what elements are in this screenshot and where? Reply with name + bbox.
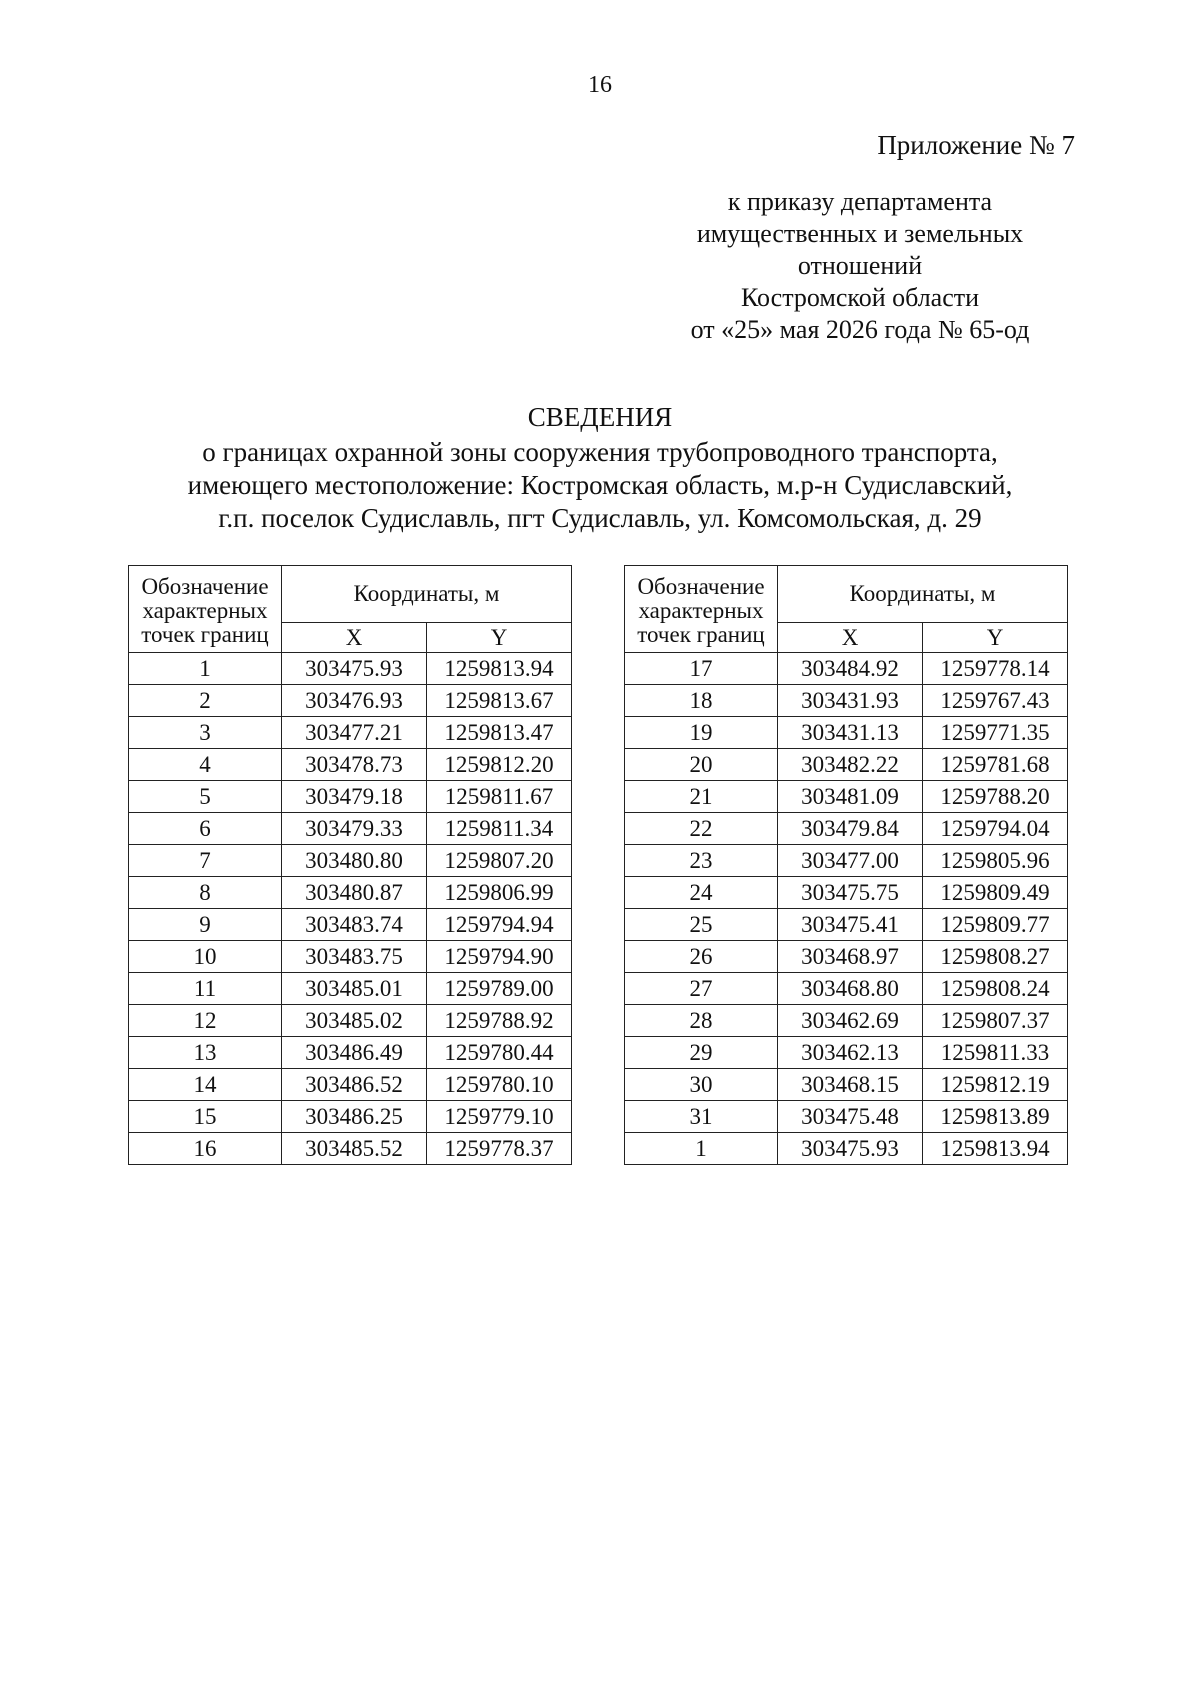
- coord-y: 1259788.92: [427, 1005, 572, 1037]
- coord-y: 1259780.10: [427, 1069, 572, 1101]
- subtitle-line: о границах охранной зоны сооружения трубопроводного транспорта,: [202, 437, 998, 467]
- table-row: [625, 877, 1068, 909]
- appendix-line: имущественных и земельных: [696, 219, 1024, 248]
- table-row: [129, 941, 572, 973]
- point-number: 11: [129, 973, 282, 1005]
- table-row: [625, 1101, 1068, 1133]
- coord-y: 1259781.68: [923, 749, 1068, 781]
- coord-y: 1259811.33: [923, 1037, 1068, 1069]
- coord-y: 1259805.96: [923, 845, 1068, 877]
- coord-y: 1259807.20: [427, 845, 572, 877]
- table-row: [625, 909, 1068, 941]
- appendix-line: к приказу департамента: [727, 187, 993, 216]
- coord-y: 1259779.10: [427, 1101, 572, 1133]
- page-number: 16: [588, 72, 612, 98]
- appendix-reference: [610, 186, 1110, 346]
- coordinates-header: Координаты, м: [778, 566, 1068, 623]
- table-row: [625, 845, 1068, 877]
- coord-x: 303482.22: [778, 749, 923, 781]
- coord-y: 1259812.20: [427, 749, 572, 781]
- point-number: 26: [625, 941, 778, 973]
- coordinates-table-left: [128, 565, 572, 1165]
- point-number: 29: [625, 1037, 778, 1069]
- coord-y: 1259813.89: [923, 1101, 1068, 1133]
- table-row: [129, 749, 572, 781]
- coord-y: 1259811.34: [427, 813, 572, 845]
- coord-y: 1259813.67: [427, 685, 572, 717]
- coord-x: 303468.15: [778, 1069, 923, 1101]
- point-number: 23: [625, 845, 778, 877]
- y-header: Y: [923, 623, 1068, 653]
- point-number: 6: [129, 813, 282, 845]
- coord-y: 1259794.90: [427, 941, 572, 973]
- table-row: [625, 1133, 1068, 1165]
- subtitle-line: имеющего местоположение: Костромская область, м.р-н Судиславский,: [187, 470, 1013, 500]
- table-body-left: [129, 653, 572, 1165]
- coord-y: 1259813.94: [923, 1133, 1068, 1165]
- coord-x: 303477.21: [282, 717, 427, 749]
- point-number: 24: [625, 877, 778, 909]
- designation-header: Обозначение характерных точек границ: [129, 566, 282, 653]
- coord-y: 1259788.20: [923, 781, 1068, 813]
- point-number: 21: [625, 781, 778, 813]
- coord-x: 303479.84: [778, 813, 923, 845]
- point-number: 19: [625, 717, 778, 749]
- coord-x: 303483.74: [282, 909, 427, 941]
- coordinates-header: Координаты, м: [282, 566, 572, 623]
- coord-y: 1259813.47: [427, 717, 572, 749]
- point-number: 12: [129, 1005, 282, 1037]
- table-row: [625, 813, 1068, 845]
- coord-y: 1259813.94: [427, 653, 572, 685]
- point-number: 4: [129, 749, 282, 781]
- point-number: 18: [625, 685, 778, 717]
- table-row: [625, 749, 1068, 781]
- coord-x: 303431.13: [778, 717, 923, 749]
- table-row: [129, 909, 572, 941]
- table-row: [129, 781, 572, 813]
- coord-x: 303468.80: [778, 973, 923, 1005]
- coord-y: 1259811.67: [427, 781, 572, 813]
- table-row: [625, 781, 1068, 813]
- coord-y: 1259780.44: [427, 1037, 572, 1069]
- coord-y: 1259767.43: [923, 685, 1068, 717]
- coord-x: 303475.75: [778, 877, 923, 909]
- coord-x: 303476.93: [282, 685, 427, 717]
- coord-x: 303477.00: [778, 845, 923, 877]
- coord-x: 303479.18: [282, 781, 427, 813]
- point-number: 16: [129, 1133, 282, 1165]
- x-header: X: [282, 623, 427, 653]
- point-number: 8: [129, 877, 282, 909]
- coord-x: 303486.49: [282, 1037, 427, 1069]
- coord-x: 303462.69: [778, 1005, 923, 1037]
- coord-y: 1259809.77: [923, 909, 1068, 941]
- table-row: [625, 1069, 1068, 1101]
- coord-y: 1259812.19: [923, 1069, 1068, 1101]
- point-number: 30: [625, 1069, 778, 1101]
- appendix-number: Приложение № 7: [877, 130, 1075, 160]
- coord-y: 1259778.37: [427, 1133, 572, 1165]
- coord-x: 303484.92: [778, 653, 923, 685]
- coordinates-table-right: [624, 565, 1068, 1165]
- table-row: [129, 653, 572, 685]
- table-row: [625, 653, 1068, 685]
- point-number: 9: [129, 909, 282, 941]
- point-number: 1: [625, 1133, 778, 1165]
- coord-x: 303480.80: [282, 845, 427, 877]
- coord-x: 303475.93: [282, 653, 427, 685]
- coord-x: 303485.02: [282, 1005, 427, 1037]
- appendix-line: Костромской области: [740, 283, 980, 312]
- point-number: 25: [625, 909, 778, 941]
- point-number: 31: [625, 1101, 778, 1133]
- coord-y: 1259794.94: [427, 909, 572, 941]
- coord-x: 303481.09: [778, 781, 923, 813]
- coord-y: 1259808.27: [923, 941, 1068, 973]
- designation-header: Обозначение характерных точек границ: [625, 566, 778, 653]
- coord-y: 1259808.24: [923, 973, 1068, 1005]
- point-number: 13: [129, 1037, 282, 1069]
- appendix-line: от «25» мая 2026 года № 65-од: [690, 315, 1030, 344]
- coord-y: 1259806.99: [427, 877, 572, 909]
- document-subtitle: [100, 436, 1100, 535]
- y-header: Y: [427, 623, 572, 653]
- x-header: X: [778, 623, 923, 653]
- table-row: [129, 1133, 572, 1165]
- coord-x: 303462.13: [778, 1037, 923, 1069]
- table-row: [129, 1037, 572, 1069]
- table-row: [625, 1037, 1068, 1069]
- table-row: [129, 1101, 572, 1133]
- point-number: 3: [129, 717, 282, 749]
- point-number: 2: [129, 685, 282, 717]
- table-row: [625, 717, 1068, 749]
- table-row: [129, 1005, 572, 1037]
- coord-x: 303485.52: [282, 1133, 427, 1165]
- coord-x: 303475.93: [778, 1133, 923, 1165]
- coord-y: 1259809.49: [923, 877, 1068, 909]
- table-row: [625, 941, 1068, 973]
- coord-x: 303485.01: [282, 973, 427, 1005]
- point-number: 5: [129, 781, 282, 813]
- point-number: 17: [625, 653, 778, 685]
- point-number: 22: [625, 813, 778, 845]
- coord-x: 303480.87: [282, 877, 427, 909]
- coord-x: 303486.25: [282, 1101, 427, 1133]
- coord-x: 303468.97: [778, 941, 923, 973]
- coord-y: 1259807.37: [923, 1005, 1068, 1037]
- point-number: 7: [129, 845, 282, 877]
- table-row: [625, 685, 1068, 717]
- point-number: 27: [625, 973, 778, 1005]
- table-body-right: [625, 653, 1068, 1165]
- coord-x: 303431.93: [778, 685, 923, 717]
- coord-y: 1259771.35: [923, 717, 1068, 749]
- coord-x: 303475.48: [778, 1101, 923, 1133]
- coord-y: 1259778.14: [923, 653, 1068, 685]
- coord-x: 303479.33: [282, 813, 427, 845]
- table-row: [129, 717, 572, 749]
- coord-y: 1259794.04: [923, 813, 1068, 845]
- point-number: 20: [625, 749, 778, 781]
- point-number: 28: [625, 1005, 778, 1037]
- coord-x: 303483.75: [282, 941, 427, 973]
- point-number: 10: [129, 941, 282, 973]
- coord-x: 303475.41: [778, 909, 923, 941]
- point-number: 15: [129, 1101, 282, 1133]
- subtitle-line: г.п. поселок Судиславль, пгт Судиславль, ул. Комсомольская, д. 29: [218, 503, 982, 533]
- table-row: [625, 1005, 1068, 1037]
- coord-x: 303478.73: [282, 749, 427, 781]
- appendix-line: отношений: [797, 251, 923, 280]
- coord-y: 1259789.00: [427, 973, 572, 1005]
- table-row: [129, 1069, 572, 1101]
- point-number: 14: [129, 1069, 282, 1101]
- table-row: [129, 685, 572, 717]
- point-number: 1: [129, 653, 282, 685]
- coord-x: 303486.52: [282, 1069, 427, 1101]
- table-row: [129, 845, 572, 877]
- table-row: [625, 973, 1068, 1005]
- table-row: [129, 877, 572, 909]
- document-title: СВЕДЕНИЯ: [527, 402, 673, 432]
- table-row: [129, 813, 572, 845]
- table-row: [129, 973, 572, 1005]
